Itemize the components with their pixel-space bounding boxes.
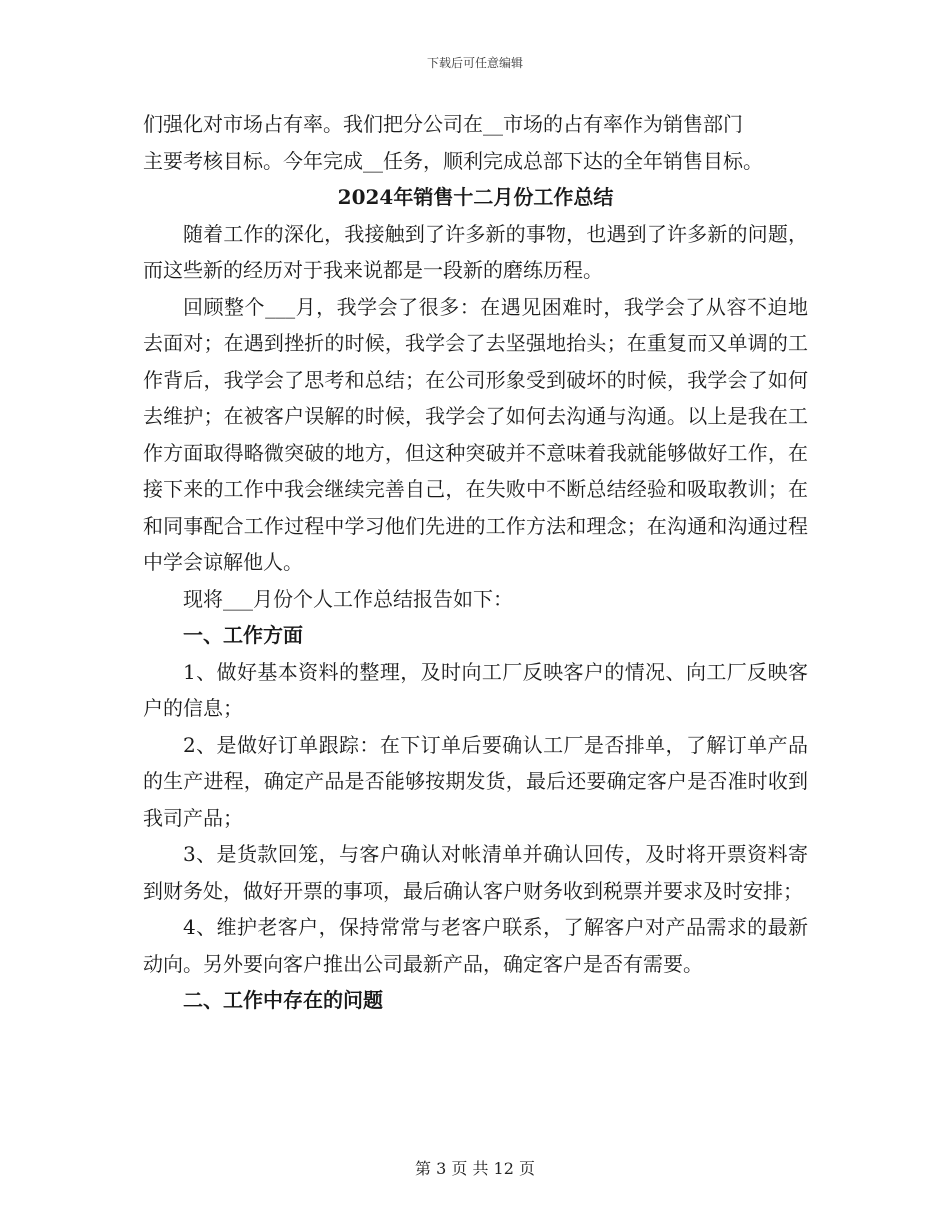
document-title: 2024年销售十二月份工作总结 <box>337 185 614 209</box>
list-item: 4、维护老客户，保持常常与老客户联系，了解客户对产品需求的最新动向。另外要向客户推出公司最新产品，确定客户是否有需要。 <box>143 915 808 976</box>
page-header: 下载后可任意编辑 <box>426 56 523 70</box>
list-item: 1、做好基本资料的整理，及时向工厂反映客户的情况、向工厂反映客户的信息； <box>143 659 808 720</box>
section-heading: 二、工作中存在的问题 <box>183 988 383 1012</box>
section-heading: 一、工作方面 <box>183 623 303 647</box>
paragraph: 随着工作的深化，我接触到了许多新的事物，也遇到了许多新的问题，而这些新的经历对于我来说都是一段新的磨练历程。 <box>143 221 808 282</box>
list-item: 2、是做好订单跟踪：在下订单后要确认工厂是否排单，了解订单产品的生产进程，确定产品是否能够按期发货，最后还要确定客户是否准时收到我司产品； <box>143 732 808 830</box>
paragraph: 现将___月份个人工作总结报告如下： <box>183 586 513 611</box>
body-line: 主要考核目标。今年完成__任务，顺利完成总部下达的全年销售目标。 <box>143 148 763 173</box>
list-item: 3、是货款回笼，与客户确认对帐清单并确认回传，及时将开票资料寄到财务处，做好开票的事项，最后确认客户财务收到税票并要求及时安排； <box>143 842 808 903</box>
document-body <box>143 106 808 1019</box>
page-footer: 第 3 页 共 12 页 <box>415 1159 535 1178</box>
body-line: 们强化对市场占有率。我们把分公司在__市场的占有率作为销售部门 <box>143 112 743 136</box>
paragraph: 回顾整个___月，我学会了很多：在遇见困难时，我学会了从容不迫地去面对；在遇到挫折的时候，我学会了去坚强地抬头；在重复而又单调的工作背后，我学会了思考和总结；在公司形象受到破坏的时候，我学会了如何去维护；在被客户误解的时候，我学会了如何去沟通与沟通。以上是我在工作方面取得略微突破的地方，但这种突破并不意味着我就能够做好工作，在接下来的工作中我会继续完善自己，在失败中不断总结经验和吸取教训；在和同事配合工作过程中学习他们先进的工作方法和理念；在沟通和沟通过程中学会谅解他人。 <box>143 294 808 574</box>
